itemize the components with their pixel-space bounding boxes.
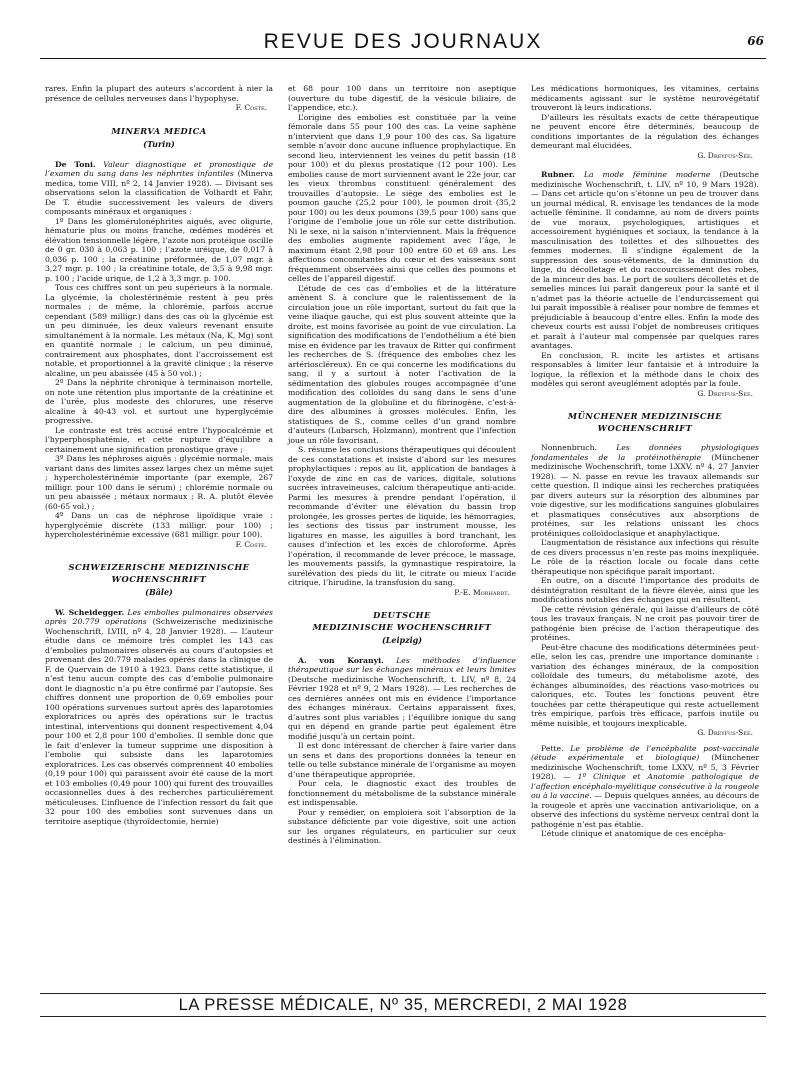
- paragraph: D’ailleurs les résultats exacts de cette thérapeutique ne peuvent encore être déterminés, beaucoup de conditions importantes de la régulation des échanges demeurant mal élucidées.: [531, 112, 759, 150]
- paragraph: En conclusion, R. incite les artistes et artisans responsables à limiter leur fantaisie et à introduire la logique, la réflexion et la méthode dans le choix des modèles qui seront aveuglément adoptés par la foule.: [531, 350, 759, 388]
- paragraph: Pour y remédier, on emploiera soit l’absorption de la substance déficiente par voie digestive, soit une action sur les organes régulateurs, en particulier sur ceux destinés à l’élimination.: [288, 807, 516, 845]
- paragraph: N. passe en revue les travaux allemands sur cette question. Il indique ainsi les recherches pratiquées par divers auteurs sur la résorption des albumines par voie digestive, sur les modifications sanguines globulaires et plasmatiques consécutives aux absorptions de protéines, sur les relations unissant les chocs protéiniques colloïdoclasique et anaphylactique.: [531, 471, 759, 538]
- article-intro: [531, 170, 759, 351]
- footer-publication-line: LA PRESSE MÉDICALE, Nº 35, MERCREDI, 2 MAI 1928: [178, 996, 628, 1014]
- paragraph: Dans cet article qu’on s’étonne un peu de trouver dans un journal médical, R. envisage les tendances de la mode actuelle féminine. Il condamne, au nom de divers points de vue moraux, psychologiques, artistiques et accessoirement hygiéniques et sociaux, la tendance à la masculinisation des toilettes et des silhouettes des femmes modernes. Il s’indigne également de la suppression des sous-vêtements, de la diminution du linge, du décolletage et du raccourcissement des robes, de la minceur des bas. Le port de souliers décolletés et de semelles minces lui paraît dangereux pour la santé et il n’admet pas la théorie actuelle de l’endurcissement qui lui paraît impossible à réaliser pour nombre de femmes et préjudiciable à beaucoup d’entre elles. Enfin la mode des cheveux courts est aussi l’objet de nombreuses critiques et paraît à l’auteur mal compensée par quelques rares avantages.: [531, 189, 759, 350]
- signature: F. Coste.: [235, 103, 267, 112]
- footer-rule-bottom: [40, 1016, 766, 1017]
- article-intro: [45, 160, 273, 217]
- paragraph: En outre, on a discuté l’importance des produits de désintégration résultant de la fièvre élevée, ainsi que les modifications notables des échanges qui en résultent.: [531, 576, 759, 604]
- article-author: A. von Koranyi.: [298, 655, 384, 665]
- article-title: Les données physiologiques fondamentales de la protéinothérapie: [531, 443, 759, 462]
- paragraph: Le contraste est très accusé entre l’hypocalcémie et l’hyperphosphatémie, et cette rupture d’équilibre a certainement une signification pronostique grave ;: [45, 425, 273, 454]
- paragraph: Divisant ses observations selon la classification de Volhardt et Fahr, De T. étudie successivement les valeurs de divers composants minéraux et organiques :: [45, 178, 273, 216]
- paragraph: 4º Dans un cas de néphrose lipoïdique vraie : hyperglycémie discrète (133 milligr. pour 100) ; hypercholestérinémie excessive (681 milligr. pour 100).: [45, 511, 273, 539]
- paragraph: Peut-être chacune des modifications déterminées peut-elle, selon les cas, prendre une importance dominante : variation des échanges minéraux, de la composition colloïdale des tumeurs, du métabolisme azoté, des échanges albuminoïdes, des réactions vaso-motrices ou caloriques, etc. Toutes les fonctions peuvent être touchées par cette thérapeutique qui reste actuellement très empirique, parfois très efficace, parfois inutile ou même nuisible, et toujours inexplicable.: [531, 642, 759, 728]
- article-author: W. Scheidegger.: [55, 607, 125, 617]
- article-subtitle: 1º Clinique et Anatomie pathologique de l’affection encéphalo-myélitique consécutive à la rougeole ou à la vaccine.: [531, 772, 759, 800]
- journal-heading-line2: WOCHENSCHRIFT: [111, 573, 207, 584]
- page-footer: [40, 993, 766, 1017]
- paragraph: 3º Dans les néphroses aiguës : glycémie normale, mais variant dans des limites assez larges chez un même sujet ; hypercholestérinémie importante (par exemple, 267 milligr. pour 100 dans le sérum) ; chlorémie normale ou un peu abaissée ; métaux normaux ; R. A. plutôt élevée (60-65 vol.) ;: [45, 454, 273, 511]
- signature: F. Coste.: [235, 539, 267, 549]
- column-1: [45, 84, 273, 826]
- article-author: Rubner.: [541, 170, 575, 179]
- paragraph: L’augmentation de résistance aux infections qui résulte de ces divers processus n’en reste pas moins inexpliquée. Le rôle de la réaction locale ou focale dans cette thérapeutique non spécifique paraît important.: [531, 538, 759, 576]
- article-title: La mode féminine moderne: [583, 170, 711, 179]
- paragraph: 2º Dans la néphrite chronique à terminaison mortelle, on note une rétention plus importante de la créatinine et de l’urée, plus modeste des chlorures, une réserve alcaline à 40-43 vol. et surtout une hyperglycémie progressive.: [45, 378, 273, 425]
- journal-city: (Turin): [143, 139, 175, 149]
- article-reference: (Minerva medica, tome VIII, nº 2, 14 Janvier 1928). —: [45, 169, 273, 188]
- paragraph: L’auteur étudie dans ce mémoire très complet les 143 cas d’embolies pulmonaires observés au cours d’autopsies et provenant des 20.779 malades opérés dans la clinique de F. de Quervain de 1910 à 1923. Dans cette statistique, il n’est tenu aucun compte des cas d’embolie pulmonaire dont le diagnostic n’a pu être confirmé par l’autopsie. Ses chiffres donnent une proportion de 0,69 embolies pour 100 opérations survenues surtout après des laparotomies exploratrices ou après des opérations sur le tractus intestinal, interventions qui donnent respectivement 4,04 pour 100 et 2,8 pour 100 d’embolies. Il semble donc que le fait d’enlever la tumeur supprime une disposition à l’embolie qui subsiste dans les laparotomies exploratrices. Les cas observés comprennent 40 embolies (0,19 pour 100) qui paraissent avoir été cause de la mort et 103 embolies (0,49 pour 100) qui furent des trouvailles occasionnelles dues à des recherches particulièrement méticuleuses. L’influence de l’infection ressort du fait que 32 pour 100 des embolies sont survenues dans un territoire aseptique (thyroïdectomie, hernie): [45, 626, 273, 826]
- article-intro: [45, 608, 273, 827]
- paragraph: et 68 pour 100 dans un territoire non aseptique (ouverture du tube digestif, de la vésicule biliaire, de l’appendice, etc.).: [288, 84, 516, 112]
- journal-heading: MINERVA MEDICA: [111, 125, 207, 136]
- journal-heading: SCHWEIZERISCHE MEDIZINISCHE: [68, 562, 250, 572]
- paragraph: Tous ces chiffres sont un peu supérieurs à la normale. La glycémie, la cholestérinémie restent à peu près normales ; de même, la chlorémie, parfois accrue cependant (589 milligr.) dans des cas où la glycémie est un peu diminuée, les deux valeurs revenant ensuite simultanément à la normale. Les métaux (Na, K, Mg) sont en quantité normale ; le calcium, un peu diminué, contrairement aux phosphates, dont l’accroissement est notable, et proportionnel à la gravité clinique ; la réserve alcaline, un peu abaissée (45 à 50 vol.) ;: [45, 283, 273, 378]
- article-reference: (Deutsche medizinische Wochenschrift, t. LIV, nº 8, 24 Février 1928 et nº 9, 2 Mars 1928). —: [288, 674, 516, 693]
- footer-rule-top: [40, 993, 766, 994]
- article-intro: [531, 443, 759, 538]
- paragraph: Pour cela, le diagnostic exact des troubles de fonctionnement du métabolisme de la substance minérale est indispensable.: [288, 779, 516, 807]
- paragraph: Les recherches de ces dernières années ont mis en évidence l’importance des échanges minéraux. Certains apparaissent fixes, d’autres sont plus variables ; l’équilibre ionique du sang qui en dépend en grande partie peut également être modifié jusqu’à un certain point.: [288, 684, 516, 741]
- article-reference: (Münchener medizinische Wochenschrift, tome LXXV, nº 4, 27 Janvier 1928). —: [531, 452, 759, 481]
- paragraph: 1º Dans les glomérulonéphrites aiguës, avec oligurie, hématurie plus ou moins franche, œdèmes modérés et élévation tensionnelle légère, l’azote non protéique oscille de 0 gr. 030 à 0,063 p. 100 ; l’azote uréique, de 0,017 à 0,036 p. 100 ; la créatinine préformée, de 1,07 mgr. à 3,27 mgr. p. 100 ; la créatinine totale, de 3,5 à 9,98 mgr. p. 100 ; l’acide urique, de 1,2 à 3,3 mgr. p. 100.: [45, 216, 273, 283]
- article-author: Nonnenbruch.: [541, 443, 598, 452]
- page-header: [40, 24, 766, 59]
- article-title: Valeur diagnostique et pronostique de l’examen du sang dans les néphrites infantiles: [45, 159, 274, 178]
- article-title: Le problème de l’encéphalite post-vaccinale (étude expérimentale et biologique): [531, 743, 759, 762]
- signature: G. Dreyfus-Sée.: [697, 150, 753, 160]
- article-intro: [531, 744, 759, 830]
- article-reference: (Münchener medizinische Wochenschrift, tome LXXV, nº 5, 3 Février 1928). —: [531, 753, 759, 781]
- journal-heading: MÜNCHENER MEDIZINISCHE: [567, 411, 723, 421]
- paragraph: L’étude clinique et anatomique de ces encépha-: [541, 829, 726, 838]
- paragraph: Il est donc intéressant de chercher à faire varier dans un sens et dans des proportions données la teneur en telle ou telle substance minérale de l’organisme au moyen d’une thérapeutique appropriée.: [288, 741, 516, 779]
- signature: G. Dreyfus-Sée.: [697, 728, 753, 737]
- paragraph: S. résume les conclusions thérapeutiques qui découlent de ces constatations et insiste d’abord sur les mesures prophylactiques : repos au lit, application de bandages à l’oxyde de zinc en cas de varices, digitale, solutions sucrées intraveineuses, calcium thérapeutique anti-acide. Parmi les mesures à prendre pendant l’opération, il recommande d’éviter une élévation du bassin trop prolongée, les grosses pertes de liquide, les hémorragies, les sections des tissus par instrument mousse, les ligatures en masse, les aiguilles à bord tranchant, les causes d’infection et les excès de chloroforme. Après l’opération, il recommande de lever précoce, le massage, les mouvements passifs, la gymnastique respiratoire, la surélévation des pieds du lit, le citrate ou mieux l’acide citrique, l’hirudine, la transfusion du sang.: [288, 445, 516, 587]
- page-number: 66: [747, 34, 764, 48]
- article-intro: [288, 656, 516, 742]
- journal-city: (Bâle): [145, 587, 173, 597]
- article-title: Les méthodes d’influence thérapeutique sur les échanges minéraux et leurs limites: [288, 655, 516, 674]
- article-title: Les embolies pulmonaires observées après 20.779 opérations: [45, 607, 273, 626]
- article-reference: (Schweizerische medizinische Wochenschrift, LVIII, nº 4, 28 Janvier 1928). —: [45, 617, 273, 636]
- column-3: [531, 84, 759, 839]
- signature: G. Dreyfus-Sée.: [697, 388, 753, 398]
- article-reference: (Deutsche medizinische Wochenschrift, t. LIV, nº 10, 9 Mars 1928). —: [531, 170, 759, 198]
- paragraph: rares. Enfin la plupart des auteurs s’accordent à nier la présence de cellules nerveuses dans l’hypophyse.: [45, 84, 273, 103]
- article-author: Pette.: [541, 743, 564, 753]
- journal-section-title: REVUE DES JOURNAUX: [263, 30, 543, 53]
- article-author: De Toni.: [55, 159, 96, 169]
- journal-city: (Leipzig): [381, 635, 423, 645]
- journal-heading-line2: MEDIZINISCHE WOCHENSCHRIFT: [312, 621, 492, 632]
- journal-heading-line2: WOCHENSCHRIFT: [597, 422, 693, 433]
- paragraph: L’étude de ces cas d’embolies et de la littérature amènent S. à conclure que le ralentissement de la circulation joue un rôle important, surtout du fait que la veine iliaque gauche, qui est plus souvent atteinte que la droite, est moins favorisée au point de vue circulation. La signification des modifications de l’endothélium a été bien mise en évidence par les travaux de Ritter qui confirment les recherches de S. (fréquence des embolies chez les artérioscléreux). En ce qui concerne les modifications du sang, il y a surtout à noter l’activation de la sédimentation des globules rouges accompagnée d’une modification des colloïdes du sang dans le sens d’une augmentation de la globuline et du fibrinogène, c’est-à-dire des albumines à grosses molécules. Enfin, les statistiques de S., comme celles d’un grand nombre d’auteurs (Lubarsch, Holzmann), montrent que l’infection joue un rôle favorisant.: [288, 283, 516, 445]
- paragraph: De cette révision générale, qui laisse d’ailleurs de côté tous les travaux français, N ne croit pas pouvoir tirer de pathogénie bien précise de l’action thérapeutique des protéines.: [531, 604, 759, 642]
- paragraph: — Depuis quelques années, au décours de la rougeole et après une vaccination antivariolique, on a observé des infections du système nerveux central dont la pathogénie n’est pas établie.: [531, 791, 759, 829]
- paragraph: Les médications hormoniques, les vitamines, certains médicaments agissant sur le système neurovégétatif trouveront là leurs indications.: [531, 84, 759, 112]
- column-2: [288, 84, 516, 846]
- journal-heading: DEUTSCHE: [373, 610, 431, 620]
- signature: P.-E. Morhardt.: [454, 587, 510, 597]
- paragraph: L’origine des embolies est constituée par la veine fémorale dans 55 pour 100 des cas. La veine saphène n’intervient que dans 1,9 pour 100 des cas. Sa ligature semble n’avoir donc aucune influence prophylactique. En second lieu, interviennent les veines du petit bassin (18 pour 100) et du plexus prostatique (12 pour 100). Les embolies cause de mort surviennent avant le 22e jour, car les vieux thrombus constituent généralement des trouvailles d’autopsie. Le siège des embolies est le poumon gauche (25,2 pour 100), le poumon droit (35,2 pour 100) ou les deux poumons (39,5 pour 100) sans que l’origine de l’embolie joue un rôle sur cette distribution. Ni le sexe, ni la saison n’interviennent. Mais la fréquence des embolies augmente rapidement avec l’âge, le maximum étant 2,98 pour 100 entre 60 et 69 ans. Les affections concomitantes du cœur et des vaisseaux sont fréquemment observées ainsi que celles des poumons et celles de l’appareil digestif.: [288, 112, 516, 283]
